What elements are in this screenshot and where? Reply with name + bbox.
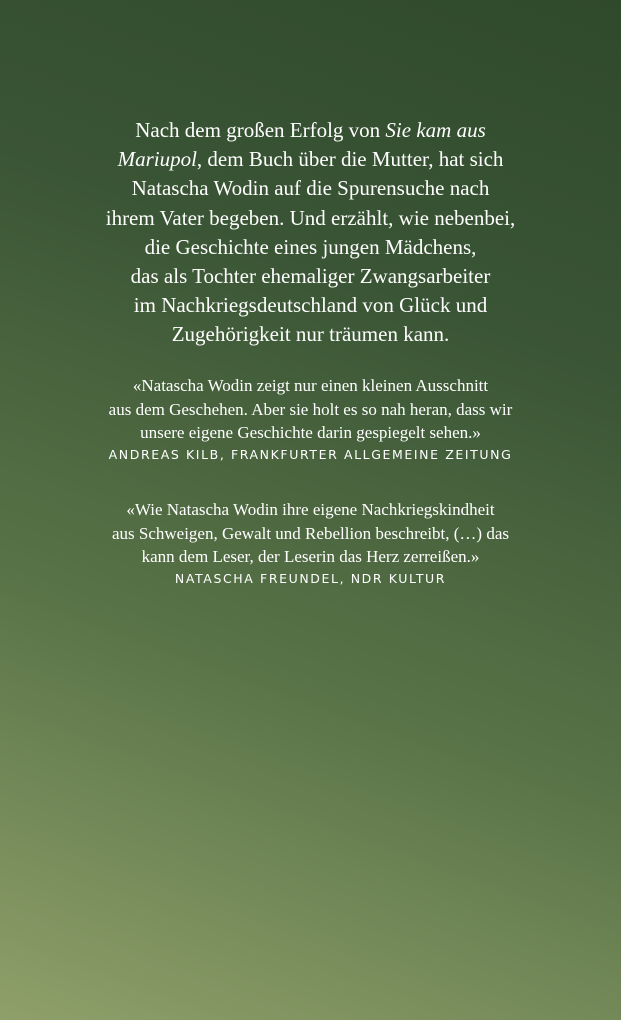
review-quote-kilb — [0, 374, 621, 465]
blurb-line: ihrem Vater begeben. Und erzählt, wie nebenbei, — [105, 205, 516, 230]
quote-line: «Natascha Wodin zeigt nur einen kleinen Ausschnitt — [132, 376, 489, 395]
quote-attribution: ANDREAS KILB, FRANKFURTER ALLGEMEINE ZEITUNG — [108, 446, 513, 462]
review-quote-freundel — [0, 498, 621, 589]
quote-line: kann dem Leser, der Leserin das Herz zerreißen.» — [141, 547, 480, 566]
blurb-line: Natascha Wodin auf die Spurensuche nach — [131, 176, 490, 201]
blurb-line: Nach dem großen Erfolg von Sie kam aus — [135, 118, 486, 142]
quote-line: aus Schweigen, Gewalt und Rebellion beschreibt, (…) das — [111, 523, 510, 543]
quote-line: aus dem Geschehen. Aber sie holt es so nah heran, dass wir — [108, 399, 513, 419]
blurb-line: Mariupol, dem Buch über die Mutter, hat sich — [117, 147, 504, 172]
blurb-line: das als Tochter ehemaliger Zwangsarbeiter — [130, 264, 491, 289]
quote-line: «Wie Natascha Wodin ihre eigene Nachkriegskindheit — [126, 500, 495, 519]
blurb-line: Zugehörigkeit nur träumen kann. — [171, 322, 450, 347]
quote-attribution: NATASCHA FREUNDEL, NDR KULTUR — [174, 570, 447, 586]
quote-line: unsere eigene Geschichte darin gespiegelt sehen.» — [140, 423, 481, 442]
blurb-line: die Geschichte eines jungen Mädchens, — [144, 234, 477, 259]
blurb-line: im Nachkriegsdeutschland von Glück und — [133, 293, 488, 318]
book-blurb — [0, 116, 621, 350]
